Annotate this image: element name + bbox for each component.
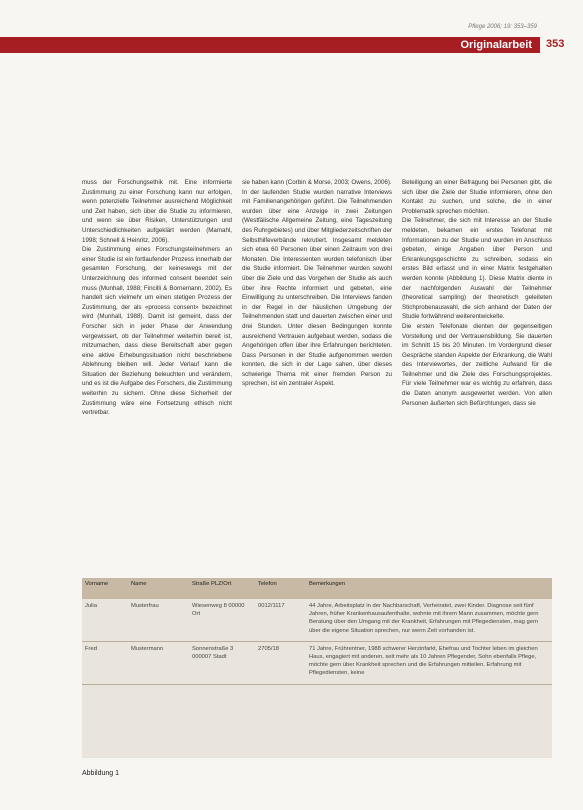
col-header-remarks: Bemerkungen <box>306 578 552 599</box>
journal-reference: Pflege 2006; 19: 353–359 <box>468 24 537 30</box>
body-columns <box>82 178 552 558</box>
col-header-name: Name <box>128 578 189 599</box>
cell-name: Mustermann <box>131 645 164 652</box>
paragraph: Die ersten Telefonate dienten der gegenseitigen Vorstellung und der Vertrauensbildung. Sie dauerten im Schnitt 15 bis 20 Minuten. Im Vordergrund dieser Gespräche standen Aspekte der Erkrankung, die Wahl des Interviewortes, der zeitliche Aufwand für die Teilnehmer und die Ziele des Forschungsprojektes. Für viele Teilnehmer war es wichtig zu erfahren, dass die Daten anonym ausgewertet werden. Von allen Personen äußerten sich Befürchtungen, dass sie <box>402 322 552 407</box>
paragraph: Die Zustimmung eines Forschungsteilnehmers an einer Studie ist ein fortlaufender Prozess innerhalb der gesamten Forschung, der keineswegs mit der Unterzeichnung des informed consent beendet sein muss (Munhall, 1988; Fincilli & Bornemann, 2002). Es handelt sich vielmehr um einen stetigen Prozess der Zustimmung, der als «process consent» bezeichnet wird (Munhall, 1988). Damit ist gemeint, dass der Forscher sich in jeder Phase der Anwendung vergewissert, ob der Teilnehmer weiterhin bereit ist, mitzumachen, dass diese Bereitschaft aber gegen eine aktive Erhebungssituation nicht beschriebene Ablehnung bleiben will. Jeder Verlauf kann die Situation der Beziehung beleuchten und verändern, und es ist die Aufgabe des Forschers, die Zustimmung weiterhin zu sichern. Ohne diese Sicherheit der Zustimmung wäre eine Fortsetzung ethisch nicht vertretbar. <box>82 246 232 417</box>
cell-vorname: Fred <box>85 645 97 652</box>
cell-address: Wiesenweg 8 00000 Ort <box>192 603 245 618</box>
cell-phone: 0012/1117 <box>258 603 285 609</box>
col-header-phone: Telefon <box>255 578 306 599</box>
paragraph: muss der Forschungsethik mit. Eine informierte Zustimmung zu einer Forschung kann nur erfolgen, wenn potenzielle Teilnehmer ausreichend Möglichkeit und Zeit haben, sich über die Studie zu informieren, und wenn sie über Risiken, Unterstützungen und Unterschiedlichkeiten aufgeklärt werden (Mamahl, 1998; Schnell & Heinritz, 2006). <box>82 179 232 244</box>
table-row <box>82 599 552 641</box>
figure-caption: Abbildung 1 <box>82 770 119 777</box>
col-header-vorname: Vorname <box>82 578 128 599</box>
section-bar <box>0 37 540 53</box>
cell-vorname: Julia <box>85 603 97 609</box>
paragraph: Beteiligung an einer Befragung bei Personen gibt, die sich über die Ziele der Studie informieren, ohne den Kontakt zu suchen, und solche, die in einer Problematik sprechen möchten. <box>402 179 552 215</box>
paragraph: In der laufenden Studie wurden narrative Interviews mit Familienangehörigen geführt. Die Teilnehmenden wurden über eine Anzeige in zwei Zeitungen (Westfälische Allgemeine Zeitung, eine Tageszeitung des Ruhrgebietes) und über Mitgliederzeitschriften der Selbsthilfeverbände rekrutiert. Insgesamt meldeten sich etwa 60 Personen über einen Zeitraum von drei Monaten. Die Interessenten wurden telefonisch über die Studie informiert. Die Teilnehmer wurden sowohl über die Ziele und das Vorgehen der Studie als auch über ihre Rechte informiert und gebeten, eine Einwilligung zu unterschreiben. Die Interviews fanden in der Regel in der häuslichen Umgebung der Teilnehmenden statt und dauerten zwischen einer und drei Stunden. Unter diesen Bedingungen konnte ausreichend Vertrauen aufgebaut werden, sodass die Angehörigen offen über ihre Erfahrungen berichteten. Dass Personen in der Studie aufgenommen werden konnten, die sich in der Lage sahen, über dieses schwierige Thema mit einer fremden Person zu sprechen, ist ein zentraler Aspekt. <box>242 188 392 388</box>
table-row <box>82 641 552 684</box>
text-column-1 <box>82 178 232 558</box>
cell-remarks: 71 Jahre, Frührentner, 1988 schwerer Herzinfarkt, Ehefrau und Tochter leben im gleichen Haus, engagiert mit anderen, seit mehr als 10 Jahren Pflegender, Sohn ebenfalls Pflege, möchte gern über Krankheit sprechen und die Erfahrungen mitteilen. Erfahrung mit Pflegediensten, keine <box>309 645 538 677</box>
paragraph: Die Teilnehmer, die sich mit Interesse an der Studie meldeten, bekamen ein erstes Telefonat mit Informationen zu der Studie und wurden im Anschluss gebeten, einige Angaben über Person und Erkrankungsgeschichte zu schreiben, sodass ein erstes Bild erfasst und in einer Matrix festgehalten werden konnte (Abbildung 1). Diese Matrix diente in der nachfolgenden Auswahl der Teilnehmer (theoretical sampling) der theoretisch geleiteten Stichprobenauswahl, die sich anhand der Daten der Studie fortwährend weiterentwickelte. <box>402 217 552 321</box>
text-column-3 <box>402 178 552 558</box>
cell-address: Sonnenstraße 3 000007 Stadt <box>192 645 234 661</box>
paragraph: sie haben kann (Corbin & Morse, 2003; Owens, 2006). <box>242 179 392 186</box>
participant-matrix <box>82 578 552 685</box>
table-header-row <box>82 578 552 599</box>
figure-table <box>82 578 552 758</box>
cell-remarks: 44 Jahre, Arbeitsplatz in der Nachbarschaft, Verheiratet, zwei Kinder. Diagnose seit fünf Jahren, früher Krankenhausaufenthalte, wohnte mit ihrem Mann zusammen, möchte gern Beratung über den Umgang mit der Krankheit, Erfahrungen mit Pflegediensten, mag gern über die eigene Situation sprechen, nur wenn Zeit vorhanden ist. <box>309 603 539 634</box>
text-column-2 <box>242 178 392 558</box>
page-number: 353 <box>546 38 565 50</box>
cell-name: Musterfrau <box>131 603 159 609</box>
cell-phone: 2705/18 <box>258 645 279 652</box>
section-label: Originalarbeit <box>460 39 532 51</box>
col-header-address: Straße PLZ/Ort <box>189 578 255 599</box>
